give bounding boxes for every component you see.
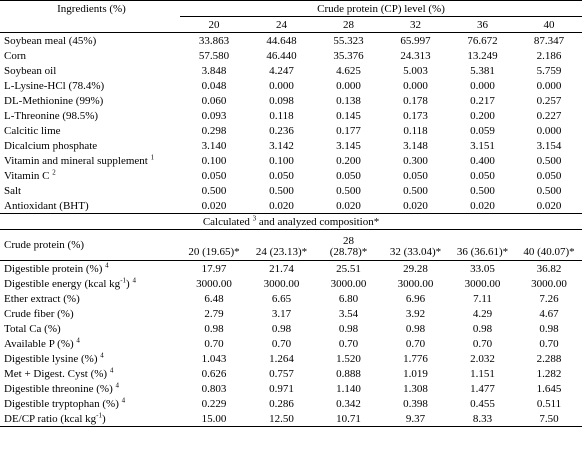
composition-value: 7.26 (539, 292, 559, 305)
row-label (0, 381, 180, 396)
composition-value: 1.477 (470, 382, 495, 395)
ingredient-row (0, 183, 582, 198)
ingredient-row (0, 63, 582, 78)
row-label (0, 108, 180, 123)
row-label-text: Antioxidant (BHT) (4, 199, 89, 212)
composition-row (0, 291, 582, 306)
ingredient-value: 0.020 (248, 198, 315, 214)
ingredient-value: 4.247 (269, 64, 294, 77)
footnote-marker: 4 (121, 396, 126, 404)
footnote-marker: 2 (52, 168, 56, 176)
composition-value: 0.70 (472, 337, 493, 350)
composition-value: 36.82 (536, 262, 562, 275)
ingredient-value: 0.050 (201, 169, 227, 182)
ingredient-value: 5.759 (536, 64, 562, 77)
composition-row (0, 321, 582, 336)
composition-value: 0.70 (405, 337, 426, 350)
composition-value: 3.54 (338, 307, 359, 320)
ingredient-value: 0.118 (269, 109, 294, 122)
composition-value: 3000.00 (263, 277, 300, 290)
ingredient-value: 3.151 (470, 139, 495, 152)
ingredient-value: 3.148 (403, 139, 428, 152)
composition-value: 0.971 (269, 382, 294, 395)
composition-value: 1.520 (336, 352, 361, 365)
row-label (0, 198, 180, 214)
row-label-text: Calcitic lime (4, 124, 61, 137)
composition-value: 6.80 (338, 292, 359, 305)
composition-value: 33.05 (470, 262, 495, 275)
composition-value: 0.888 (336, 367, 361, 380)
ingredient-value: 0.020 (315, 198, 382, 214)
composition-value: 7.50 (516, 411, 582, 427)
ingredient-value: 0.400 (470, 154, 495, 167)
composition-value: 0.98 (204, 322, 224, 335)
row-label (0, 336, 180, 351)
ingredient-value: 0.020 (449, 198, 516, 214)
composition-value: 1.645 (536, 382, 562, 395)
composition-row (0, 381, 582, 396)
ingredient-row (0, 48, 582, 63)
crude-protein-value (248, 230, 315, 261)
composition-value: 8.33 (449, 411, 516, 427)
composition-value: 9.37 (382, 411, 449, 427)
ingredient-value: 0.060 (201, 94, 227, 107)
ingredient-value: 0.000 (536, 79, 562, 92)
ingredient-value: 3.145 (336, 139, 361, 152)
composition-value: 0.98 (472, 322, 493, 335)
crude-protein-value (180, 230, 248, 261)
composition-value: 6.65 (271, 292, 292, 305)
composition-value: 3000.00 (531, 277, 567, 290)
ingredient-value: 0.500 (470, 184, 495, 197)
ingredient-value: 0.020 (180, 198, 248, 214)
composition-value: 0.626 (201, 367, 227, 380)
crude-protein-analyzed: 20 (19.65)* (188, 246, 240, 258)
ingredient-value: 3.154 (536, 139, 562, 152)
row-label-text: Digestible energy (kcal kg (4, 277, 121, 290)
composition-value: 2.288 (536, 352, 562, 365)
ingredient-value: 76.672 (467, 34, 498, 47)
row-label (0, 276, 180, 291)
composition-row (0, 336, 582, 351)
ingredient-value: 0.200 (336, 154, 361, 167)
ingredient-value: 13.249 (467, 49, 498, 62)
ingredient-value: 0.178 (403, 94, 428, 107)
cp-level-28: 28 (343, 18, 354, 31)
crude-protein-analyzed: 32 (33.04)* (389, 246, 442, 258)
cp-level-20: 20 (208, 18, 220, 31)
row-label (0, 306, 180, 321)
footnote-marker: 4 (76, 336, 80, 344)
ingredient-row (0, 198, 582, 214)
footnote-marker: 4 (100, 351, 104, 359)
ingredient-row (0, 168, 582, 183)
ingredient-value: 33.863 (198, 34, 230, 47)
composition-value: 4.29 (472, 307, 493, 320)
crude-protein-value (516, 230, 582, 261)
row-label-text: Crude protein (%) (4, 239, 85, 251)
cp-level-32: 32 (410, 18, 421, 31)
composition-value: 6.48 (204, 292, 224, 305)
unit-exponent: -1 (96, 411, 103, 419)
calculated-label: Calculated (202, 215, 250, 228)
composition-value: 1.043 (201, 352, 227, 365)
ingredient-row (0, 123, 582, 138)
composition-value: 3.92 (405, 307, 426, 320)
ingredient-value: 0.500 (403, 184, 428, 197)
ingredient-value: 0.500 (336, 184, 361, 197)
composition-value: 0.286 (269, 397, 294, 410)
row-label (0, 321, 180, 336)
composition-value: 0.70 (271, 337, 292, 350)
cp-level-header: Crude protein (CP) level (%) (180, 1, 582, 17)
row-label-text: Available P (%) (4, 337, 74, 350)
ingredient-value: 0.500 (269, 184, 294, 197)
ingredient-value: 24.313 (400, 49, 431, 62)
composition-value: 0.98 (271, 322, 292, 335)
ingredient-value: 0.177 (336, 124, 361, 137)
ingredient-row (0, 33, 582, 49)
ingredient-row (0, 108, 582, 123)
ingredients-header: Ingredients (%) (0, 1, 180, 33)
composition-value: 1.282 (536, 367, 562, 380)
ingredient-value: 0.020 (516, 198, 582, 214)
row-label-text: Ether extract (%) (4, 292, 80, 305)
row-label (0, 138, 180, 153)
row-label (0, 48, 180, 63)
footnote-marker: 4 (109, 366, 114, 374)
composition-value: 0.98 (338, 322, 359, 335)
ingredient-value: 0.300 (403, 154, 428, 167)
ingredient-value: 0.173 (403, 109, 428, 122)
composition-value: 0.803 (201, 382, 227, 395)
ingredient-value: 5.003 (403, 64, 428, 77)
ingredient-value: 55.323 (333, 34, 364, 47)
composition-value: 0.70 (338, 337, 359, 350)
ingredient-value: 0.298 (201, 124, 227, 137)
analyzed-label: and analyzed composition* (258, 215, 380, 228)
row-label (0, 93, 180, 108)
crude-protein-value (449, 230, 516, 261)
row-label-text: Digestible lysine (%) (4, 352, 98, 365)
composition-row (0, 351, 582, 366)
crude-protein-value (315, 230, 382, 261)
composition-value: 6.96 (405, 292, 426, 305)
ingredient-value: 3.140 (201, 139, 227, 152)
ingredient-value: 0.145 (336, 109, 361, 122)
composition-value: 1.308 (403, 382, 428, 395)
row-label (0, 123, 180, 138)
calculated-composition-header (0, 214, 582, 230)
row-label-text: DL-Methionine (99%) (4, 94, 104, 107)
composition-value: 2.032 (470, 352, 495, 365)
composition-value: 3000.00 (397, 277, 434, 290)
composition-value: 0.455 (470, 397, 495, 410)
ingredient-value: 0.000 (536, 124, 562, 137)
composition-value: 15.00 (180, 411, 248, 427)
composition-row (0, 306, 582, 321)
row-label-text: Digestible tryptophan (%) (4, 397, 119, 410)
ingredient-value: 0.050 (403, 169, 428, 182)
crude-protein-value (382, 230, 449, 261)
composition-value: 3000.00 (330, 277, 367, 290)
row-label (0, 63, 180, 78)
ingredient-row (0, 153, 582, 168)
row-label (0, 183, 180, 198)
composition-value: 2.79 (204, 307, 224, 320)
footnote-marker: 4 (132, 276, 136, 284)
ingredient-value: 0.500 (201, 184, 227, 197)
composition-row (0, 411, 582, 427)
row-label (0, 33, 180, 49)
ingredient-value: 3.142 (269, 139, 294, 152)
ingredient-value: 0.048 (201, 79, 227, 92)
row-label (0, 261, 180, 277)
composition-row (0, 366, 582, 381)
ingredient-value: 35.376 (333, 49, 364, 62)
crude-protein-row (0, 230, 582, 261)
ingredient-value: 0.000 (336, 79, 361, 92)
composition-value: 0.511 (536, 397, 562, 410)
ingredient-value: 0.050 (269, 169, 294, 182)
crude-protein-analyzed: (28.78)* (329, 246, 368, 258)
ingredient-value: 0.257 (536, 94, 562, 107)
ingredient-value: 46.440 (266, 49, 297, 62)
calculated-header-row (0, 214, 582, 230)
composition-value: 0.98 (405, 322, 426, 335)
ingredient-value: 0.050 (336, 169, 361, 182)
row-label (0, 230, 180, 261)
row-label-text: Vitamin and mineral supplement (4, 154, 148, 167)
ingredient-value: 0.500 (536, 154, 562, 167)
ingredient-value: 0.118 (403, 124, 428, 137)
unit-exponent: -1 (120, 276, 127, 284)
composition-value: 0.342 (336, 397, 361, 410)
ingredient-value: 57.580 (198, 49, 230, 62)
crude-protein-analyzed: 24 (23.13)* (255, 246, 308, 258)
composition-row (0, 396, 582, 411)
composition-value: 1.264 (269, 352, 294, 365)
ingredient-value: 0.236 (269, 124, 294, 137)
composition-value: 0.229 (201, 397, 227, 410)
ingredient-row (0, 78, 582, 93)
crude-protein-level: 28 (343, 235, 354, 247)
composition-value: 1.151 (470, 367, 495, 380)
row-label-text: Vitamin C (4, 169, 50, 182)
ingredient-value: 0.227 (536, 109, 562, 122)
row-label (0, 411, 180, 427)
composition-value: 17.97 (201, 262, 227, 275)
ingredient-row (0, 93, 582, 108)
ingredient-value: 65.997 (400, 34, 431, 47)
cp-level-24: 24 (276, 18, 287, 31)
footnote-marker: 1 (150, 153, 155, 161)
footnote-marker: 4 (105, 260, 109, 269)
cp-level-36: 36 (477, 18, 488, 31)
composition-value: 25.51 (336, 262, 361, 275)
ingredient-value: 0.100 (201, 154, 227, 167)
row-label (0, 396, 180, 411)
ingredient-value: 0.138 (336, 94, 361, 107)
row-label-suffix: ) (126, 277, 130, 290)
ingredient-value: 0.098 (269, 94, 294, 107)
footnote-marker: 4 (115, 381, 119, 389)
row-label-text: Total Ca (%) (4, 322, 61, 335)
row-label (0, 168, 180, 183)
ingredient-value: 0.093 (201, 109, 227, 122)
ingredient-value: 87.347 (533, 34, 565, 47)
ingredient-row (0, 138, 582, 153)
ingredient-value: 0.500 (536, 184, 562, 197)
composition-value: 0.98 (539, 322, 559, 335)
header-row-top (0, 1, 582, 17)
ingredient-value: 0.059 (470, 124, 495, 137)
composition-row (0, 261, 582, 277)
ingredient-value: 0.050 (536, 169, 562, 182)
row-label-text: Digestible threonine (%) (4, 382, 113, 395)
composition-value: 1.140 (336, 382, 361, 395)
ingredient-value: 3.848 (201, 64, 227, 77)
crude-protein-analyzed: 36 (36.61)* (456, 246, 509, 258)
composition-value: 29.28 (403, 262, 428, 275)
composition-value: 0.398 (403, 397, 428, 410)
row-label-text: Met + Digest. Cyst (%) (4, 367, 108, 380)
composition-value: 1.776 (403, 352, 428, 365)
row-label-text: L-Threonine (98.5%) (4, 109, 99, 122)
row-label (0, 153, 180, 168)
ingredient-value: 5.381 (470, 64, 495, 77)
composition-value: 21.74 (269, 262, 294, 275)
ingredient-value: 0.050 (470, 169, 495, 182)
row-label-text: DE/CP ratio (kcal kg (4, 412, 97, 425)
cp-level-40: 40 (543, 18, 555, 31)
row-label (0, 351, 180, 366)
row-label-text: L-Lysine-HCl (78.4%) (4, 79, 105, 92)
composition-value: 3000.00 (464, 277, 501, 290)
row-label-text: Salt (4, 184, 22, 197)
ingredient-value: 0.000 (470, 79, 495, 92)
composition-value: 3000.00 (196, 277, 232, 290)
composition-value: 0.757 (269, 367, 294, 380)
row-label-text: Corn (4, 49, 26, 62)
ingredient-value: 0.217 (470, 94, 495, 107)
composition-value: 3.17 (271, 307, 292, 320)
row-label-text: Crude fiber (%) (4, 307, 74, 320)
composition-value: 12.50 (248, 411, 315, 427)
row-label (0, 291, 180, 306)
row-label-text: Digestible protein (%) (4, 262, 103, 275)
ingredient-value: 44.648 (266, 34, 297, 47)
row-label-text: Soybean meal (45%) (4, 34, 97, 47)
row-label (0, 78, 180, 93)
ingredient-value: 0.000 (269, 79, 294, 92)
composition-value: 4.67 (539, 307, 559, 320)
composition-value: 0.70 (539, 337, 559, 350)
crude-protein-analyzed: 40 (40.07)* (523, 246, 575, 258)
composition-value: 7.11 (473, 292, 492, 305)
footnote-marker: 3 (252, 213, 257, 222)
composition-value: 0.70 (204, 337, 224, 350)
ingredient-value: 0.020 (382, 198, 449, 214)
row-label-text: Dicalcium phosphate (4, 139, 98, 152)
row-label-text: Soybean oil (4, 64, 57, 77)
table-body (0, 1, 582, 427)
ingredient-value: 4.625 (336, 64, 361, 77)
composition-value: 10.71 (315, 411, 382, 427)
ingredient-value: 0.100 (269, 154, 294, 167)
composition-value: 1.019 (403, 367, 428, 380)
ingredient-value: 2.186 (536, 49, 562, 62)
row-label-suffix: ) (102, 412, 106, 425)
ingredient-value: 0.200 (470, 109, 495, 122)
ingredient-value: 0.000 (403, 79, 428, 92)
row-label (0, 366, 180, 381)
composition-row (0, 276, 582, 291)
